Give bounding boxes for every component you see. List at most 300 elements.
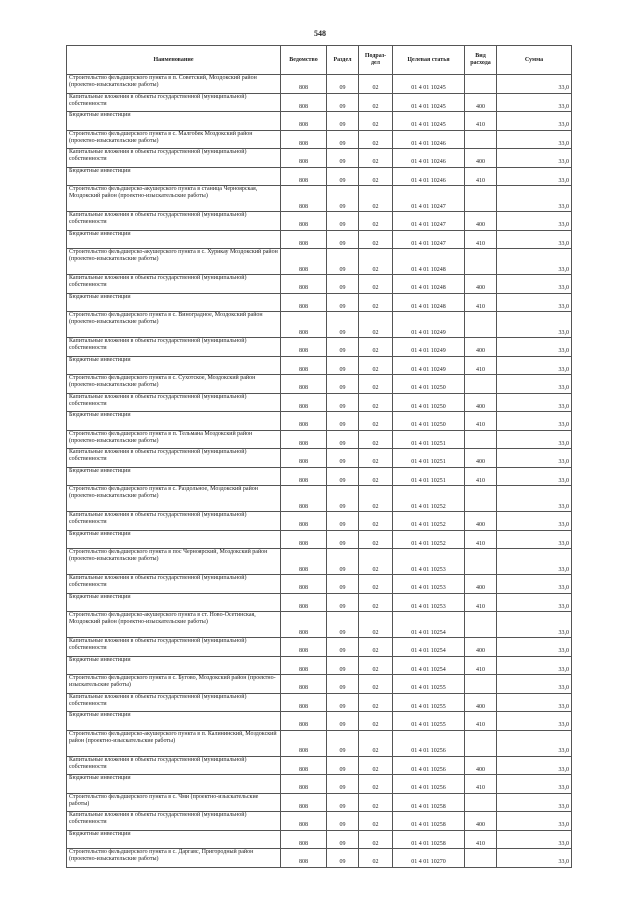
row-department-cell: 808 (281, 312, 327, 338)
row-amount-cell: 33,0 (497, 230, 572, 249)
row-expense-type-cell (465, 612, 497, 638)
row-subsection-cell: 02 (359, 249, 393, 275)
row-subsection-cell: 02 (359, 756, 393, 775)
row-name-cell: Строительство фельдшерского пункта в с. Даргавс, Пригородный район (проектно-изыскательские работы) (67, 849, 281, 868)
row-expense-type-cell: 410 (465, 593, 497, 612)
row-subsection-cell: 02 (359, 430, 393, 449)
row-department-cell: 808 (281, 275, 327, 294)
row-subsection-cell: 02 (359, 212, 393, 231)
row-amount-cell: 33,0 (497, 849, 572, 868)
table-row (67, 756, 572, 775)
row-section-cell: 09 (327, 149, 359, 168)
table-row (67, 393, 572, 412)
row-target-article-cell: 01 4 01 10255 (393, 675, 465, 694)
row-section-cell: 09 (327, 549, 359, 575)
row-subsection-cell: 02 (359, 830, 393, 849)
row-target-article-cell: 01 4 01 10250 (393, 412, 465, 431)
row-section-cell: 09 (327, 430, 359, 449)
table-row (67, 712, 572, 731)
row-amount-cell: 33,0 (497, 467, 572, 486)
row-expense-type-cell: 400 (465, 212, 497, 231)
row-subsection-cell: 02 (359, 849, 393, 868)
row-amount-cell: 33,0 (497, 512, 572, 531)
row-amount-cell: 33,0 (497, 393, 572, 412)
table-header-row (67, 46, 572, 75)
row-target-article-cell: 01 4 01 10255 (393, 712, 465, 731)
row-subsection-cell: 02 (359, 793, 393, 812)
row-amount-cell: 33,0 (497, 130, 572, 149)
row-expense-type-cell: 400 (465, 275, 497, 294)
table-row (67, 693, 572, 712)
row-subsection-cell: 02 (359, 338, 393, 357)
row-target-article-cell: 01 4 01 10246 (393, 167, 465, 186)
row-subsection-cell: 02 (359, 112, 393, 131)
table-row (67, 793, 572, 812)
row-subsection-cell: 02 (359, 167, 393, 186)
row-department-cell: 808 (281, 467, 327, 486)
row-expense-type-cell: 410 (465, 167, 497, 186)
row-target-article-cell: 01 4 01 10252 (393, 530, 465, 549)
row-section-cell: 09 (327, 638, 359, 657)
row-expense-type-cell: 410 (465, 830, 497, 849)
table-row (67, 167, 572, 186)
row-name-cell: Бюджетные инвестиции (67, 230, 281, 249)
row-target-article-cell: 01 4 01 10245 (393, 112, 465, 131)
row-amount-cell: 33,0 (497, 449, 572, 468)
row-name-cell: Бюджетные инвестиции (67, 593, 281, 612)
row-expense-type-cell (465, 249, 497, 275)
table-row (67, 149, 572, 168)
table-row (67, 356, 572, 375)
row-name-cell: Строительство фельдшерского пункта в с. Бугово, Моздокский район (проектно-изыскательские работы) (67, 675, 281, 694)
header-amount: Сумма (497, 46, 572, 75)
row-target-article-cell: 01 4 01 10250 (393, 375, 465, 394)
row-department-cell: 808 (281, 730, 327, 756)
row-department-cell: 808 (281, 93, 327, 112)
row-section-cell: 09 (327, 75, 359, 94)
row-name-cell: Капитальные вложения в объекты государственной (муниципальной) собственности (67, 449, 281, 468)
page-number: 548 (314, 29, 326, 38)
row-department-cell: 808 (281, 638, 327, 657)
row-amount-cell: 33,0 (497, 656, 572, 675)
row-amount-cell: 33,0 (497, 675, 572, 694)
row-target-article-cell: 01 4 01 10251 (393, 430, 465, 449)
row-name-cell: Бюджетные инвестиции (67, 167, 281, 186)
row-subsection-cell: 02 (359, 149, 393, 168)
row-amount-cell: 33,0 (497, 293, 572, 312)
row-section-cell: 09 (327, 293, 359, 312)
row-section-cell: 09 (327, 486, 359, 512)
row-name-cell: Бюджетные инвестиции (67, 293, 281, 312)
row-amount-cell: 33,0 (497, 149, 572, 168)
row-amount-cell: 33,0 (497, 312, 572, 338)
row-department-cell: 808 (281, 675, 327, 694)
row-amount-cell: 33,0 (497, 593, 572, 612)
row-target-article-cell: 01 4 01 10258 (393, 793, 465, 812)
row-amount-cell: 33,0 (497, 575, 572, 594)
row-department-cell: 808 (281, 230, 327, 249)
header-name: Наименование (67, 46, 281, 75)
row-amount-cell: 33,0 (497, 775, 572, 794)
row-target-article-cell: 01 4 01 10252 (393, 486, 465, 512)
row-department-cell: 808 (281, 512, 327, 531)
row-expense-type-cell (465, 549, 497, 575)
row-target-article-cell: 01 4 01 10254 (393, 656, 465, 675)
row-target-article-cell: 01 4 01 10247 (393, 212, 465, 231)
row-expense-type-cell: 400 (465, 338, 497, 357)
row-department-cell: 808 (281, 430, 327, 449)
row-section-cell: 09 (327, 612, 359, 638)
row-target-article-cell: 01 4 01 10247 (393, 230, 465, 249)
table-row (67, 449, 572, 468)
table-row (67, 775, 572, 794)
row-amount-cell: 33,0 (497, 275, 572, 294)
row-target-article-cell: 01 4 01 10256 (393, 730, 465, 756)
row-subsection-cell: 02 (359, 575, 393, 594)
row-section-cell: 09 (327, 112, 359, 131)
table-row (67, 549, 572, 575)
row-expense-type-cell (465, 675, 497, 694)
row-target-article-cell: 01 4 01 10258 (393, 812, 465, 831)
row-subsection-cell: 02 (359, 730, 393, 756)
row-name-cell: Строительство фельдшерско-акушерского пункта в с. Хурикау Моздокский район (проектно-изыскательские работы) (67, 249, 281, 275)
row-expense-type-cell (465, 430, 497, 449)
row-subsection-cell: 02 (359, 293, 393, 312)
row-department-cell: 808 (281, 75, 327, 94)
row-section-cell: 09 (327, 693, 359, 712)
row-subsection-cell: 02 (359, 486, 393, 512)
row-amount-cell: 33,0 (497, 693, 572, 712)
row-department-cell: 808 (281, 375, 327, 394)
table-row (67, 430, 572, 449)
table-row (67, 75, 572, 94)
row-amount-cell: 33,0 (497, 186, 572, 212)
row-name-cell: Капитальные вложения в объекты государственной (муниципальной) собственности (67, 275, 281, 294)
table-row (67, 830, 572, 849)
row-department-cell: 808 (281, 793, 327, 812)
row-department-cell: 808 (281, 612, 327, 638)
row-target-article-cell: 01 4 01 10253 (393, 575, 465, 594)
row-expense-type-cell (465, 375, 497, 394)
row-target-article-cell: 01 4 01 10252 (393, 512, 465, 531)
row-target-article-cell: 01 4 01 10270 (393, 849, 465, 868)
row-name-cell: Бюджетные инвестиции (67, 412, 281, 431)
row-subsection-cell: 02 (359, 656, 393, 675)
header-section: Раздел (327, 46, 359, 75)
row-section-cell: 09 (327, 812, 359, 831)
row-amount-cell: 33,0 (497, 712, 572, 731)
table-row (67, 486, 572, 512)
row-subsection-cell: 02 (359, 130, 393, 149)
row-name-cell: Капитальные вложения в объекты государственной (муниципальной) собственности (67, 393, 281, 412)
row-name-cell: Строительство фельдшерско-акушерского пункта в ст. Ново-Осетинская, Моздокский район (проектно-изыскательские работы) (67, 612, 281, 638)
row-expense-type-cell (465, 486, 497, 512)
row-department-cell: 808 (281, 130, 327, 149)
row-target-article-cell: 01 4 01 10258 (393, 830, 465, 849)
row-amount-cell: 33,0 (497, 93, 572, 112)
table-body (67, 75, 572, 868)
row-department-cell: 808 (281, 712, 327, 731)
row-expense-type-cell: 410 (465, 412, 497, 431)
row-name-cell: Капитальные вложения в объекты государственной (муниципальной) собственности (67, 693, 281, 712)
row-subsection-cell: 02 (359, 530, 393, 549)
row-department-cell: 808 (281, 656, 327, 675)
row-target-article-cell: 01 4 01 10248 (393, 293, 465, 312)
budget-table (66, 45, 572, 868)
row-amount-cell: 33,0 (497, 167, 572, 186)
row-subsection-cell: 02 (359, 186, 393, 212)
row-subsection-cell: 02 (359, 512, 393, 531)
row-section-cell: 09 (327, 186, 359, 212)
row-expense-type-cell (465, 75, 497, 94)
row-section-cell: 09 (327, 575, 359, 594)
row-name-cell: Бюджетные инвестиции (67, 830, 281, 849)
row-subsection-cell: 02 (359, 812, 393, 831)
header-expense-type: Вид расхода (465, 46, 497, 75)
row-department-cell: 808 (281, 393, 327, 412)
row-name-cell: Капитальные вложения в объекты государственной (муниципальной) собственности (67, 638, 281, 657)
row-target-article-cell: 01 4 01 10247 (393, 186, 465, 212)
row-department-cell: 808 (281, 212, 327, 231)
row-name-cell: Бюджетные инвестиции (67, 530, 281, 549)
row-department-cell: 808 (281, 756, 327, 775)
row-expense-type-cell: 400 (465, 812, 497, 831)
row-name-cell: Капитальные вложения в объекты государственной (муниципальной) собственности (67, 512, 281, 531)
row-section-cell: 09 (327, 656, 359, 675)
table-row (67, 249, 572, 275)
table-row (67, 530, 572, 549)
row-amount-cell: 33,0 (497, 75, 572, 94)
row-amount-cell: 33,0 (497, 356, 572, 375)
row-target-article-cell: 01 4 01 10254 (393, 612, 465, 638)
row-department-cell: 808 (281, 338, 327, 357)
row-section-cell: 09 (327, 593, 359, 612)
table-row (67, 593, 572, 612)
row-name-cell: Строительство фельдшерского пункта в с. Малгобек Моздокский район (проектно-изыскательские работы) (67, 130, 281, 149)
row-department-cell: 808 (281, 830, 327, 849)
row-section-cell: 09 (327, 675, 359, 694)
row-name-cell: Бюджетные инвестиции (67, 656, 281, 675)
row-expense-type-cell: 410 (465, 775, 497, 794)
row-name-cell: Строительство фельдшерского пункта в п. Советский, Моздокский район (проектно-изыскательские работы) (67, 75, 281, 94)
row-target-article-cell: 01 4 01 10253 (393, 549, 465, 575)
row-name-cell: Строительство фельдшерского пункта в с. Чми (проектно-изыскательские работы) (67, 793, 281, 812)
table-row (67, 338, 572, 357)
row-target-article-cell: 01 4 01 10249 (393, 338, 465, 357)
row-section-cell: 09 (327, 449, 359, 468)
row-target-article-cell: 01 4 01 10256 (393, 756, 465, 775)
header-department: Ведомство (281, 46, 327, 75)
row-department-cell: 808 (281, 693, 327, 712)
row-subsection-cell: 02 (359, 449, 393, 468)
row-target-article-cell: 01 4 01 10249 (393, 312, 465, 338)
row-target-article-cell: 01 4 01 10250 (393, 393, 465, 412)
row-name-cell: Строительство фельдшерского пункта в с. Виноградное, Моздокский район (проектно-изыскательские работы) (67, 312, 281, 338)
table-row (67, 93, 572, 112)
row-department-cell: 808 (281, 575, 327, 594)
table-row (67, 612, 572, 638)
table-row (67, 293, 572, 312)
row-section-cell: 09 (327, 467, 359, 486)
table-row (67, 656, 572, 675)
row-amount-cell: 33,0 (497, 612, 572, 638)
row-amount-cell: 33,0 (497, 486, 572, 512)
row-subsection-cell: 02 (359, 593, 393, 612)
table-row (67, 812, 572, 831)
row-subsection-cell: 02 (359, 638, 393, 657)
row-expense-type-cell: 400 (465, 449, 497, 468)
table-row (67, 638, 572, 657)
row-amount-cell: 33,0 (497, 212, 572, 231)
row-expense-type-cell (465, 793, 497, 812)
row-section-cell: 09 (327, 775, 359, 794)
row-name-cell: Бюджетные инвестиции (67, 112, 281, 131)
row-amount-cell: 33,0 (497, 730, 572, 756)
row-section-cell: 09 (327, 338, 359, 357)
row-subsection-cell: 02 (359, 467, 393, 486)
table-row (67, 467, 572, 486)
row-amount-cell: 33,0 (497, 112, 572, 131)
row-expense-type-cell (465, 130, 497, 149)
row-section-cell: 09 (327, 512, 359, 531)
row-department-cell: 808 (281, 449, 327, 468)
row-expense-type-cell: 410 (465, 530, 497, 549)
header-target-article: Целевая статья (393, 46, 465, 75)
row-department-cell: 808 (281, 293, 327, 312)
table-row (67, 112, 572, 131)
row-subsection-cell: 02 (359, 775, 393, 794)
row-name-cell: Бюджетные инвестиции (67, 712, 281, 731)
row-expense-type-cell (465, 849, 497, 868)
row-target-article-cell: 01 4 01 10248 (393, 249, 465, 275)
row-subsection-cell: 02 (359, 549, 393, 575)
row-expense-type-cell: 410 (465, 230, 497, 249)
row-amount-cell: 33,0 (497, 375, 572, 394)
table-row (67, 130, 572, 149)
row-section-cell: 09 (327, 730, 359, 756)
row-amount-cell: 33,0 (497, 430, 572, 449)
row-expense-type-cell: 410 (465, 356, 497, 375)
row-name-cell: Бюджетные инвестиции (67, 356, 281, 375)
row-section-cell: 09 (327, 312, 359, 338)
row-target-article-cell: 01 4 01 10251 (393, 449, 465, 468)
row-name-cell: Строительство фельдшерского пункта в с. Раздольное, Моздокский район (проектно-изыскательские работы) (67, 486, 281, 512)
row-name-cell: Капитальные вложения в объекты государственной (муниципальной) собственности (67, 338, 281, 357)
row-name-cell: Строительство фельдшерско-акушерского пункта в станица Черноярская, Моздокский район (проектно-изыскательские работы) (67, 186, 281, 212)
row-target-article-cell: 01 4 01 10248 (393, 275, 465, 294)
row-expense-type-cell: 400 (465, 393, 497, 412)
row-section-cell: 09 (327, 249, 359, 275)
row-amount-cell: 33,0 (497, 793, 572, 812)
row-department-cell: 808 (281, 167, 327, 186)
row-expense-type-cell: 400 (465, 512, 497, 531)
table-row (67, 275, 572, 294)
row-department-cell: 808 (281, 593, 327, 612)
row-subsection-cell: 02 (359, 612, 393, 638)
row-subsection-cell: 02 (359, 712, 393, 731)
row-name-cell: Строительство фельдшерского пункта в п. Тельмана Моздокский район (проектно-изыскательские работы) (67, 430, 281, 449)
row-section-cell: 09 (327, 756, 359, 775)
table-row (67, 730, 572, 756)
row-expense-type-cell: 410 (465, 112, 497, 131)
row-name-cell: Капитальные вложения в объекты государственной (муниципальной) собственности (67, 575, 281, 594)
row-expense-type-cell: 410 (465, 712, 497, 731)
row-section-cell: 09 (327, 356, 359, 375)
row-target-article-cell: 01 4 01 10253 (393, 593, 465, 612)
row-section-cell: 09 (327, 375, 359, 394)
row-target-article-cell: 01 4 01 10254 (393, 638, 465, 657)
row-expense-type-cell: 400 (465, 638, 497, 657)
row-department-cell: 808 (281, 812, 327, 831)
row-amount-cell: 33,0 (497, 830, 572, 849)
row-section-cell: 09 (327, 793, 359, 812)
row-name-cell: Капитальные вложения в объекты государственной (муниципальной) собственности (67, 756, 281, 775)
row-amount-cell: 33,0 (497, 756, 572, 775)
table-row (67, 512, 572, 531)
row-section-cell: 09 (327, 393, 359, 412)
row-name-cell: Капитальные вложения в объекты государственной (муниципальной) собственности (67, 93, 281, 112)
row-department-cell: 808 (281, 149, 327, 168)
table-row (67, 575, 572, 594)
row-subsection-cell: 02 (359, 412, 393, 431)
row-expense-type-cell: 400 (465, 149, 497, 168)
row-name-cell: Строительство фельдшерско-акушерского пункта в п. Калининский, Моздокский район (проектно-изыскательские работы) (67, 730, 281, 756)
row-subsection-cell: 02 (359, 693, 393, 712)
row-amount-cell: 33,0 (497, 249, 572, 275)
row-amount-cell: 33,0 (497, 338, 572, 357)
row-expense-type-cell: 400 (465, 756, 497, 775)
row-expense-type-cell: 400 (465, 93, 497, 112)
row-section-cell: 09 (327, 830, 359, 849)
row-section-cell: 09 (327, 712, 359, 731)
row-section-cell: 09 (327, 167, 359, 186)
row-expense-type-cell: 400 (465, 693, 497, 712)
row-section-cell: 09 (327, 130, 359, 149)
row-department-cell: 808 (281, 849, 327, 868)
row-section-cell: 09 (327, 212, 359, 231)
row-department-cell: 808 (281, 249, 327, 275)
row-expense-type-cell (465, 730, 497, 756)
row-expense-type-cell: 410 (465, 656, 497, 675)
row-target-article-cell: 01 4 01 10245 (393, 75, 465, 94)
row-amount-cell: 33,0 (497, 530, 572, 549)
row-subsection-cell: 02 (359, 230, 393, 249)
row-subsection-cell: 02 (359, 93, 393, 112)
row-target-article-cell: 01 4 01 10251 (393, 467, 465, 486)
row-amount-cell: 33,0 (497, 812, 572, 831)
table-row (67, 186, 572, 212)
row-expense-type-cell: 400 (465, 575, 497, 594)
row-department-cell: 808 (281, 412, 327, 431)
row-target-article-cell: 01 4 01 10246 (393, 149, 465, 168)
row-expense-type-cell: 410 (465, 467, 497, 486)
row-subsection-cell: 02 (359, 356, 393, 375)
row-subsection-cell: 02 (359, 312, 393, 338)
row-section-cell: 09 (327, 412, 359, 431)
table-row (67, 312, 572, 338)
row-name-cell: Строительство фельдшерского пункта в с. Сухотское, Моздокский район (проектно-изыскательские работы) (67, 375, 281, 394)
table-row (67, 675, 572, 694)
row-name-cell: Строительство фельдшерского пункта в пос Черноярский, Моздокский район (проектно-изыскательские работы) (67, 549, 281, 575)
row-department-cell: 808 (281, 775, 327, 794)
row-department-cell: 808 (281, 356, 327, 375)
table-row (67, 849, 572, 868)
table-row (67, 375, 572, 394)
row-name-cell: Капитальные вложения в объекты государственной (муниципальной) собственности (67, 812, 281, 831)
table-row (67, 412, 572, 431)
table-row (67, 230, 572, 249)
row-subsection-cell: 02 (359, 375, 393, 394)
